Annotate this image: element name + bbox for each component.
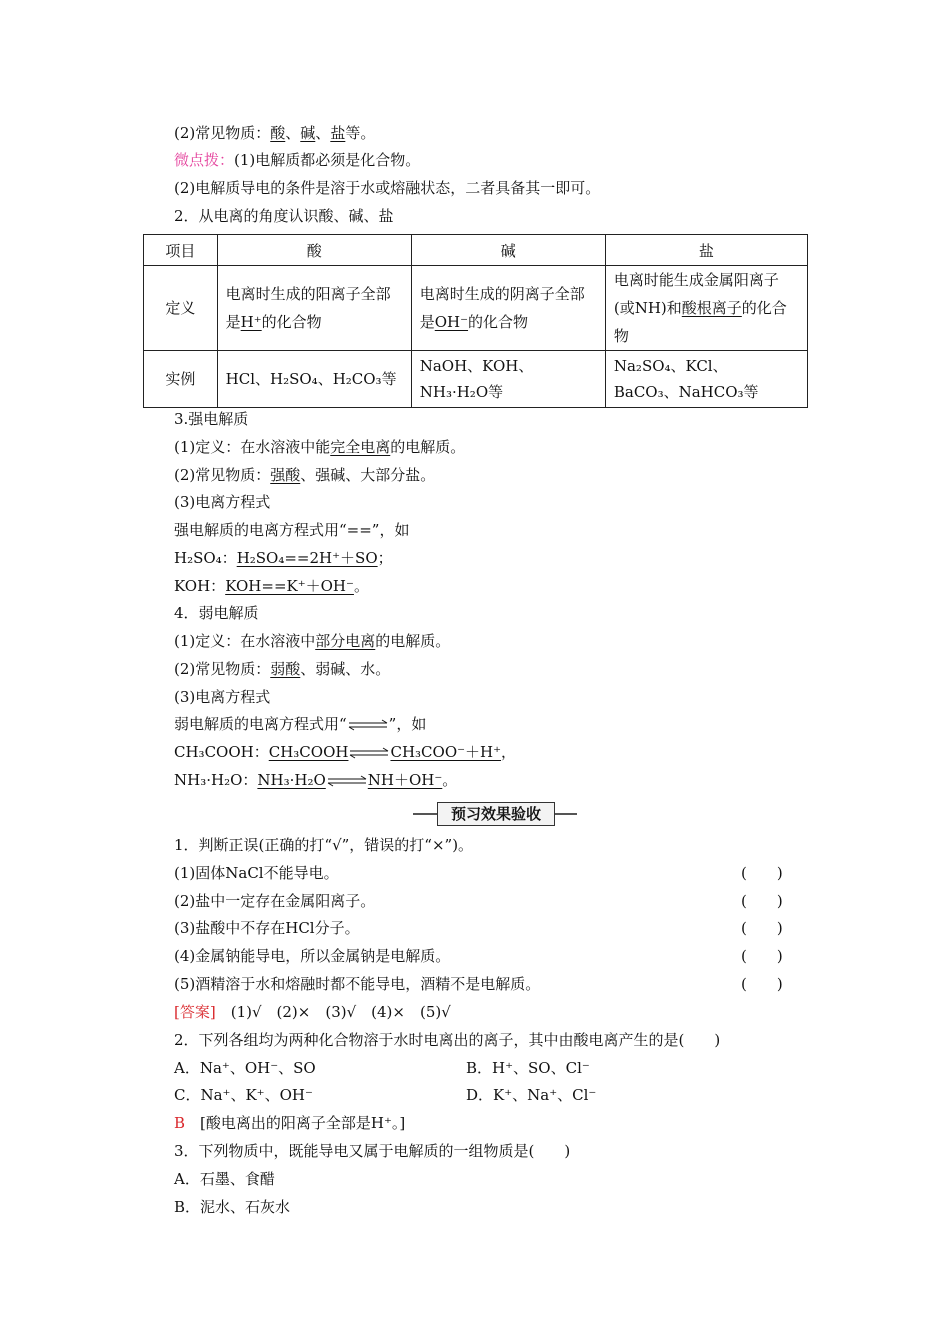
q1-item-2: (2)盐中一定存在金属阳离子。 [174,892,376,910]
q1-item-3: (3)盐酸中不存在HCl分子。 [174,919,360,937]
q1-item-1: (1)固体NaCl不能导电。 [174,864,339,882]
q2-option-d: D．K⁺、Na⁺、Cl⁻ [466,1086,597,1104]
section-heading-2: 2．从电离的角度认识酸、碱、盐 [174,207,394,225]
section-banner [413,802,577,826]
weak-definition: (1)定义：在水溶液中部分电离的电解质。 [174,632,451,650]
header-acid: 酸 [217,235,411,266]
strong-common: (2)常见物质：强酸、强碱、大部分盐。 [174,466,436,484]
row-label-definition: 定义 [144,266,218,351]
answer-label: [答案] [174,1003,216,1021]
tip-label: 微点拨： [174,151,235,169]
answer-blank: ( ) [741,919,783,937]
answer-blank: ( ) [741,947,783,965]
q3-option-b: B．泥水、石灰水 [174,1198,291,1216]
reversible-arrow-icon [347,719,389,731]
answer-blank: ( ) [741,975,783,993]
salt-examples: Na₂SO₄、KCl、 BaCO₃、NaHCO₃等 [605,351,807,408]
strong-definition: (1)定义：在水溶液中能完全电离的电解质。 [174,438,466,456]
q2-answer: B [酸电离出的阳离子全部是H⁺。] [174,1114,406,1132]
tip-line-2: (2)电解质导电的条件是溶于水或熔融状态，二者具备其一即可。 [174,179,601,197]
acid-definition: 电离时生成的阳离子全部是H⁺的化合物 [217,266,411,351]
answer-blank: ( ) [741,864,783,882]
base-examples: NaOH、KOH、NH₃·H₂O等 [411,351,605,408]
strong-equation-heading: (3)电离方程式 [174,493,271,511]
acid-examples: HCl、H₂SO₄、H₂CO₃等 [217,351,411,408]
question-2: 2．下列各组均为两种化合物溶于水时电离出的离子，其中由酸电离产生的是( ) [174,1031,721,1049]
q1-answer: [答案] (1)√ (2)× (3)√ (4)× (5)√ [174,1003,451,1021]
row-label-examples: 实例 [144,351,218,408]
salt-definition: 电离时能生成金属阳离子(或NH)和酸根离子的化合物 [605,266,807,351]
acid-base-salt-table [143,234,808,408]
q1-item-4: (4)金属钠能导电，所以金属钠是电解质。 [174,947,451,965]
weak-equation-intro: 弱电解质的电离方程式用“ ”，如 [174,715,427,733]
table-row-definition [144,266,808,351]
question-1: 1．判断正误(正确的打“√”，错误的打“×”)。 [174,836,474,854]
answer-letter: B [174,1114,186,1132]
table-row-examples [144,351,808,408]
q2-option-b: B．H⁺、SO、Cl⁻ [466,1059,590,1077]
header-base: 碱 [411,235,605,266]
weak-equation-heading: (3)电离方程式 [174,688,271,706]
header-item: 项目 [144,235,218,266]
question-3: 3．下列物质中，既能导电又属于电解质的一组物质是( ) [174,1142,571,1160]
tip-line: 微点拨：(1)电解质都必须是化合物。 [174,151,421,169]
table-header-row [144,235,808,266]
reversible-arrow-icon [348,747,390,759]
strong-electrolyte-heading: 3.强电解质 [174,410,249,428]
nh3-equation: NH₃·H₂O：NH₃·H₂O NH＋OH⁻。 [174,771,458,789]
q2-option-c: C．Na⁺、K⁺、OH⁻ [174,1086,313,1104]
q1-item-5: (5)酒精溶于水和熔融时都不能导电，酒精不是电解质。 [174,975,541,993]
answer-blank: ( ) [741,892,783,910]
koh-equation: KOH：KOH==K⁺＋OH⁻。 [174,577,369,595]
header-salt: 盐 [605,235,807,266]
strong-equation-intro: 强电解质的电离方程式用“==”，如 [174,521,410,539]
banner-rule-right [555,813,577,815]
banner-title: 预习效果验收 [437,802,555,826]
weak-common: (2)常见物质：弱酸、弱碱、水。 [174,660,391,678]
banner-rule-left [413,813,437,815]
common-substances-line: (2)常见物质：酸、碱、盐等。 [174,124,376,142]
h2so4-equation: H₂SO₄：H₂SO₄==2H⁺＋SO； [174,549,393,567]
q2-option-a: A．Na⁺、OH⁻、SO [174,1059,316,1077]
weak-electrolyte-heading: 4．弱电解质 [174,604,259,622]
ch3cooh-equation: CH₃COOH：CH₃COOH CH₃COO⁻＋H⁺， [174,743,517,761]
base-definition: 电离时生成的阴离子全部是OH⁻的化合物 [411,266,605,351]
reversible-arrow-icon [326,775,368,787]
q3-option-a: A．石墨、食醋 [174,1170,275,1188]
